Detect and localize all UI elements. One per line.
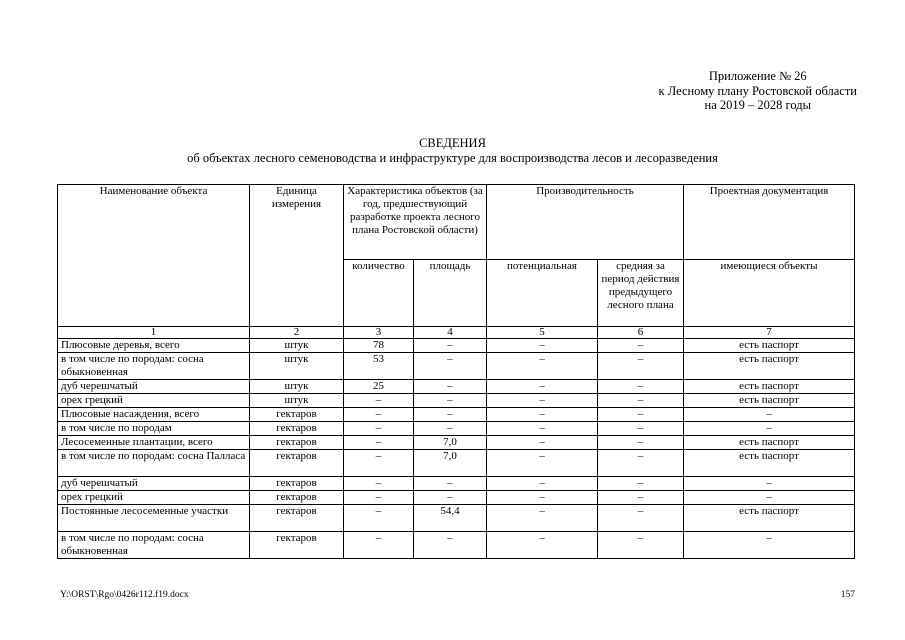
cell-average: –: [598, 394, 684, 408]
cell-area: 7,0: [414, 436, 487, 450]
cell-unit: гектаров: [250, 491, 344, 505]
cell-existing: есть паспорт: [684, 339, 855, 353]
cell-area: 7,0: [414, 450, 487, 477]
cell-area: 54,4: [414, 505, 487, 532]
table-row: [58, 532, 855, 559]
cell-average: –: [598, 353, 684, 380]
appendix-number: Приложение № 26: [708, 69, 807, 83]
cell-quantity: –: [344, 477, 414, 491]
cell-existing: –: [684, 408, 855, 422]
cell-unit: гектаров: [250, 477, 344, 491]
footer-page-number: 157: [840, 590, 855, 600]
cell-area: –: [414, 422, 487, 436]
cell-name: Плюсовые деревья, всего: [58, 339, 250, 353]
cell-name: в том числе по породам: сосна Палласа: [58, 450, 250, 477]
column-number: 1: [58, 327, 250, 339]
cell-quantity: –: [344, 408, 414, 422]
footer-file-path: Y:\ORST\Rgo\0426r112.f19.docx: [60, 590, 189, 600]
cell-area: –: [414, 477, 487, 491]
cell-quantity: –: [344, 436, 414, 450]
table-row: [58, 353, 855, 380]
cell-area: –: [414, 408, 487, 422]
cell-potential: –: [487, 450, 598, 477]
cell-potential: –: [487, 422, 598, 436]
cell-average: –: [598, 436, 684, 450]
cell-existing: –: [684, 477, 855, 491]
cell-unit: штук: [250, 394, 344, 408]
cell-quantity: –: [344, 491, 414, 505]
cell-area: –: [414, 380, 487, 394]
cell-quantity: 25: [344, 380, 414, 394]
table-row: [58, 408, 855, 422]
header-characteristics: Характеристика объектов (за год, предшествующий разработке проекта лесного плана Ростовской области): [344, 185, 487, 260]
cell-unit: гектаров: [250, 436, 344, 450]
table-row: [58, 505, 855, 532]
cell-unit: штук: [250, 353, 344, 380]
table-header-row: [58, 185, 855, 260]
header-potential: потенциальная: [487, 260, 598, 327]
cell-existing: есть паспорт: [684, 450, 855, 477]
column-number: 3: [344, 327, 414, 339]
cell-unit: гектаров: [250, 450, 344, 477]
cell-area: –: [414, 532, 487, 559]
cell-existing: –: [684, 532, 855, 559]
table-row: [58, 339, 855, 353]
cell-unit: штук: [250, 339, 344, 353]
cell-name: Постоянные лесосеменные участки: [58, 505, 250, 532]
cell-unit: гектаров: [250, 505, 344, 532]
cell-potential: –: [487, 408, 598, 422]
cell-name: орех грецкий: [58, 491, 250, 505]
header-average: средняя за период действия предыдущего лесного плана: [598, 260, 684, 327]
table-row: [58, 477, 855, 491]
header-area: площадь: [414, 260, 487, 327]
cell-existing: есть паспорт: [684, 436, 855, 450]
table-row: [58, 422, 855, 436]
column-number: 2: [250, 327, 344, 339]
cell-area: –: [414, 491, 487, 505]
column-number: 7: [684, 327, 855, 339]
cell-unit: гектаров: [250, 422, 344, 436]
table-row: [58, 491, 855, 505]
cell-potential: –: [487, 505, 598, 532]
cell-average: –: [598, 450, 684, 477]
cell-potential: –: [487, 436, 598, 450]
appendix-block: [659, 69, 858, 113]
cell-average: –: [598, 491, 684, 505]
appendix-reference: к Лесному плану Ростовской области: [658, 83, 857, 98]
cell-name: орех грецкий: [58, 394, 250, 408]
cell-average: –: [598, 380, 684, 394]
header-name: Наименование объекта: [58, 185, 250, 327]
column-number-row: [58, 327, 855, 339]
cell-quantity: –: [344, 505, 414, 532]
cell-average: –: [598, 477, 684, 491]
cell-area: –: [414, 394, 487, 408]
cell-name: Плюсовые насаждения, всего: [58, 408, 250, 422]
table-row: [58, 436, 855, 450]
cell-existing: есть паспорт: [684, 394, 855, 408]
cell-name: Лесосеменные плантации, всего: [58, 436, 250, 450]
cell-potential: –: [487, 394, 598, 408]
table-row: [58, 394, 855, 408]
table-row: [58, 450, 855, 477]
header-productivity: Производительность: [487, 185, 684, 260]
header-unit: Единица измерения: [250, 185, 344, 327]
cell-existing: –: [684, 422, 855, 436]
seed-objects-table: [57, 184, 855, 559]
title-heading: СВЕДЕНИЯ: [419, 136, 486, 150]
cell-potential: –: [487, 477, 598, 491]
cell-quantity: 53: [344, 353, 414, 380]
cell-potential: –: [487, 339, 598, 353]
header-quantity: количество: [344, 260, 414, 327]
cell-area: –: [414, 339, 487, 353]
cell-quantity: –: [344, 422, 414, 436]
column-number: 6: [598, 327, 684, 339]
document-title: [0, 136, 905, 165]
cell-quantity: –: [344, 450, 414, 477]
cell-existing: –: [684, 491, 855, 505]
cell-potential: –: [487, 532, 598, 559]
cell-average: –: [598, 532, 684, 559]
title-subtitle: об объектах лесного семеноводства и инфраструктуре для воспроизводства лесов и лесоразведения: [187, 150, 718, 165]
cell-quantity: –: [344, 394, 414, 408]
cell-name: в том числе по породам: сосна обыкновенная: [58, 353, 250, 380]
cell-potential: –: [487, 353, 598, 380]
cell-unit: гектаров: [250, 408, 344, 422]
table-row: [58, 380, 855, 394]
cell-potential: –: [487, 380, 598, 394]
cell-name: в том числе по породам: сосна обыкновенная: [58, 532, 250, 559]
cell-name: дуб черешчатый: [58, 477, 250, 491]
cell-average: –: [598, 422, 684, 436]
cell-quantity: 78: [344, 339, 414, 353]
header-documentation: Проектная документация: [684, 185, 855, 260]
cell-quantity: –: [344, 532, 414, 559]
cell-unit: гектаров: [250, 532, 344, 559]
cell-unit: штук: [250, 380, 344, 394]
cell-potential: –: [487, 491, 598, 505]
column-number: 4: [414, 327, 487, 339]
cell-average: –: [598, 408, 684, 422]
appendix-period: на 2019 – 2028 годы: [704, 98, 811, 112]
cell-average: –: [598, 339, 684, 353]
cell-average: –: [598, 505, 684, 532]
cell-existing: есть паспорт: [684, 505, 855, 532]
cell-name: в том числе по породам: [58, 422, 250, 436]
column-number: 5: [487, 327, 598, 339]
cell-name: дуб черешчатый: [58, 380, 250, 394]
cell-area: –: [414, 353, 487, 380]
cell-existing: есть паспорт: [684, 380, 855, 394]
cell-existing: есть паспорт: [684, 353, 855, 380]
header-existing: имеющиеся объекты: [684, 260, 855, 327]
